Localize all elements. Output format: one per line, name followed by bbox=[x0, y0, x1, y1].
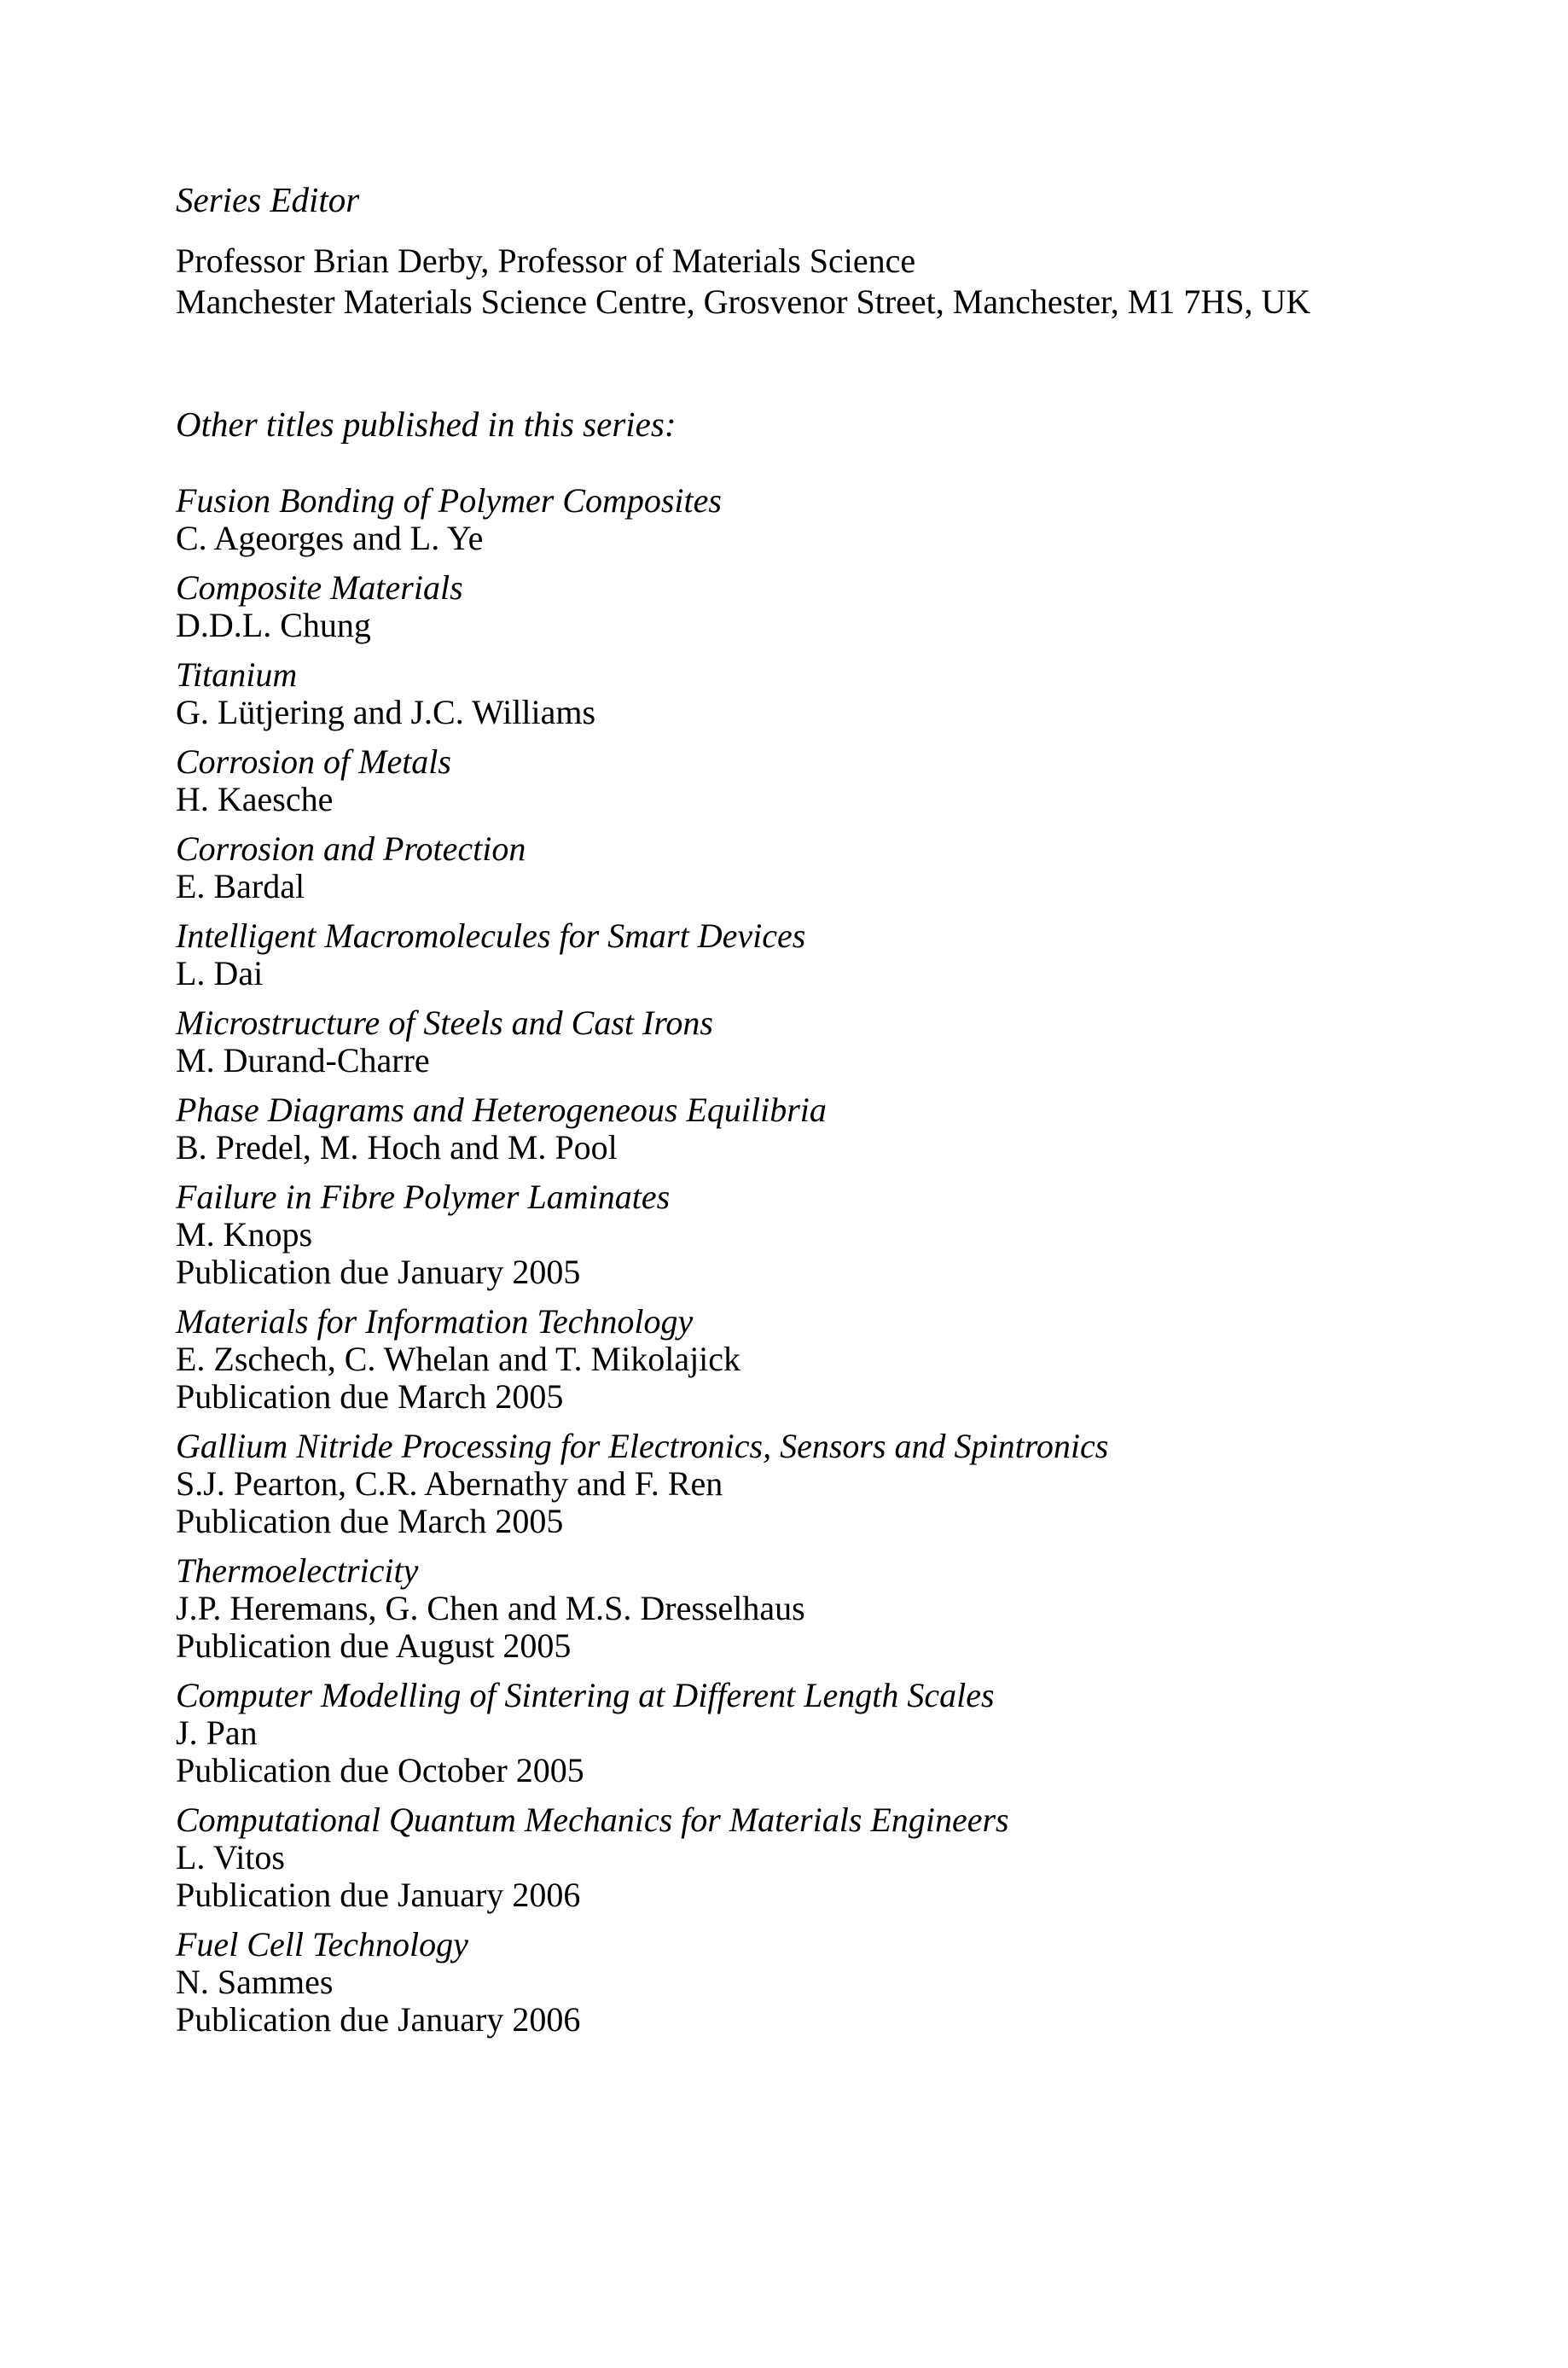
book-authors: L. Dai bbox=[176, 954, 264, 992]
series-editor-name-line: Professor Brian Derby, Professor of Materials Science bbox=[176, 241, 916, 280]
book-entry bbox=[176, 482, 1438, 557]
book-title: Intelligent Macromolecules for Smart Devices bbox=[176, 916, 806, 955]
book-entry bbox=[176, 1004, 1438, 1079]
book-title: Fuel Cell Technology bbox=[176, 1925, 468, 1964]
book-authors: D.D.L. Chung bbox=[176, 606, 371, 644]
book-entry bbox=[176, 1091, 1438, 1167]
book-title: Computer Modelling of Sintering at Different Length Scales bbox=[176, 1676, 995, 1714]
series-editor-address-line: Manchester Materials Science Centre, Grosvenor Street, Manchester, M1 7HS, UK bbox=[176, 282, 1311, 321]
book-title: Thermoelectricity bbox=[176, 1551, 419, 1590]
publication-note: Publication due January 2006 bbox=[176, 2000, 581, 2039]
book-title: Microstructure of Steels and Cast Irons bbox=[176, 1004, 713, 1042]
book-title: Corrosion of Metals bbox=[176, 742, 451, 781]
book-authors: E. Bardal bbox=[176, 867, 305, 905]
book-entry bbox=[176, 1178, 1438, 1291]
book-entry bbox=[176, 830, 1438, 905]
book-entry bbox=[176, 743, 1438, 818]
book-title: Phase Diagrams and Heterogeneous Equilibria bbox=[176, 1091, 827, 1129]
book-title: Composite Materials bbox=[176, 568, 463, 607]
book-authors: S.J. Pearton, C.R. Abernathy and F. Ren bbox=[176, 1464, 723, 1503]
book-authors: M. Durand-Charre bbox=[176, 1041, 430, 1079]
book-authors: J. Pan bbox=[176, 1713, 258, 1752]
book-title: Materials for Information Technology bbox=[176, 1302, 694, 1341]
book-title: Fusion Bonding of Polymer Composites bbox=[176, 481, 722, 520]
series-editor-details bbox=[176, 241, 1438, 323]
book-entry bbox=[176, 1552, 1438, 1665]
book-title: Failure in Fibre Polymer Laminates bbox=[176, 1178, 671, 1216]
book-entry bbox=[176, 569, 1438, 644]
book-authors: E. Zschech, C. Whelan and T. Mikolajick bbox=[176, 1340, 741, 1378]
book-authors: M. Knops bbox=[176, 1215, 313, 1254]
book-authors: H. Kaesche bbox=[176, 780, 334, 818]
book-authors: G. Lütjering and J.C. Williams bbox=[176, 693, 596, 731]
publication-note: Publication due January 2006 bbox=[176, 1876, 581, 1914]
book-authors: L. Vitos bbox=[176, 1838, 285, 1876]
publication-note: Publication due March 2005 bbox=[176, 1377, 564, 1416]
publication-note: Publication due March 2005 bbox=[176, 1502, 564, 1540]
book-authors: J.P. Heremans, G. Chen and M.S. Dresselhaus bbox=[176, 1589, 805, 1627]
book-title: Corrosion and Protection bbox=[176, 829, 526, 868]
book-entry bbox=[176, 656, 1438, 731]
book-entry bbox=[176, 917, 1438, 992]
page-content bbox=[176, 181, 1438, 2051]
book-entry bbox=[176, 1926, 1438, 2039]
series-editor-heading: Series Editor bbox=[176, 180, 360, 219]
titles-list bbox=[176, 482, 1438, 2039]
book-title: Titanium bbox=[176, 655, 298, 694]
book-authors: B. Predel, M. Hoch and M. Pool bbox=[176, 1128, 618, 1167]
publication-note: Publication due January 2005 bbox=[176, 1253, 581, 1291]
book-entry bbox=[176, 1428, 1438, 1540]
book-title: Computational Quantum Mechanics for Materials Engineers bbox=[176, 1801, 1009, 1839]
book-entry bbox=[176, 1677, 1438, 1789]
book-entry bbox=[176, 1801, 1438, 1914]
publication-note: Publication due August 2005 bbox=[176, 1626, 572, 1665]
book-entry bbox=[176, 1303, 1438, 1416]
book-title: Gallium Nitride Processing for Electronics, Sensors and Spintronics bbox=[176, 1427, 1109, 1465]
book-authors: N. Sammes bbox=[176, 1963, 334, 2001]
book-authors: C. Ageorges and L. Ye bbox=[176, 519, 484, 557]
publication-note: Publication due October 2005 bbox=[176, 1751, 584, 1789]
other-titles-heading: Other titles published in this series: bbox=[176, 404, 677, 444]
